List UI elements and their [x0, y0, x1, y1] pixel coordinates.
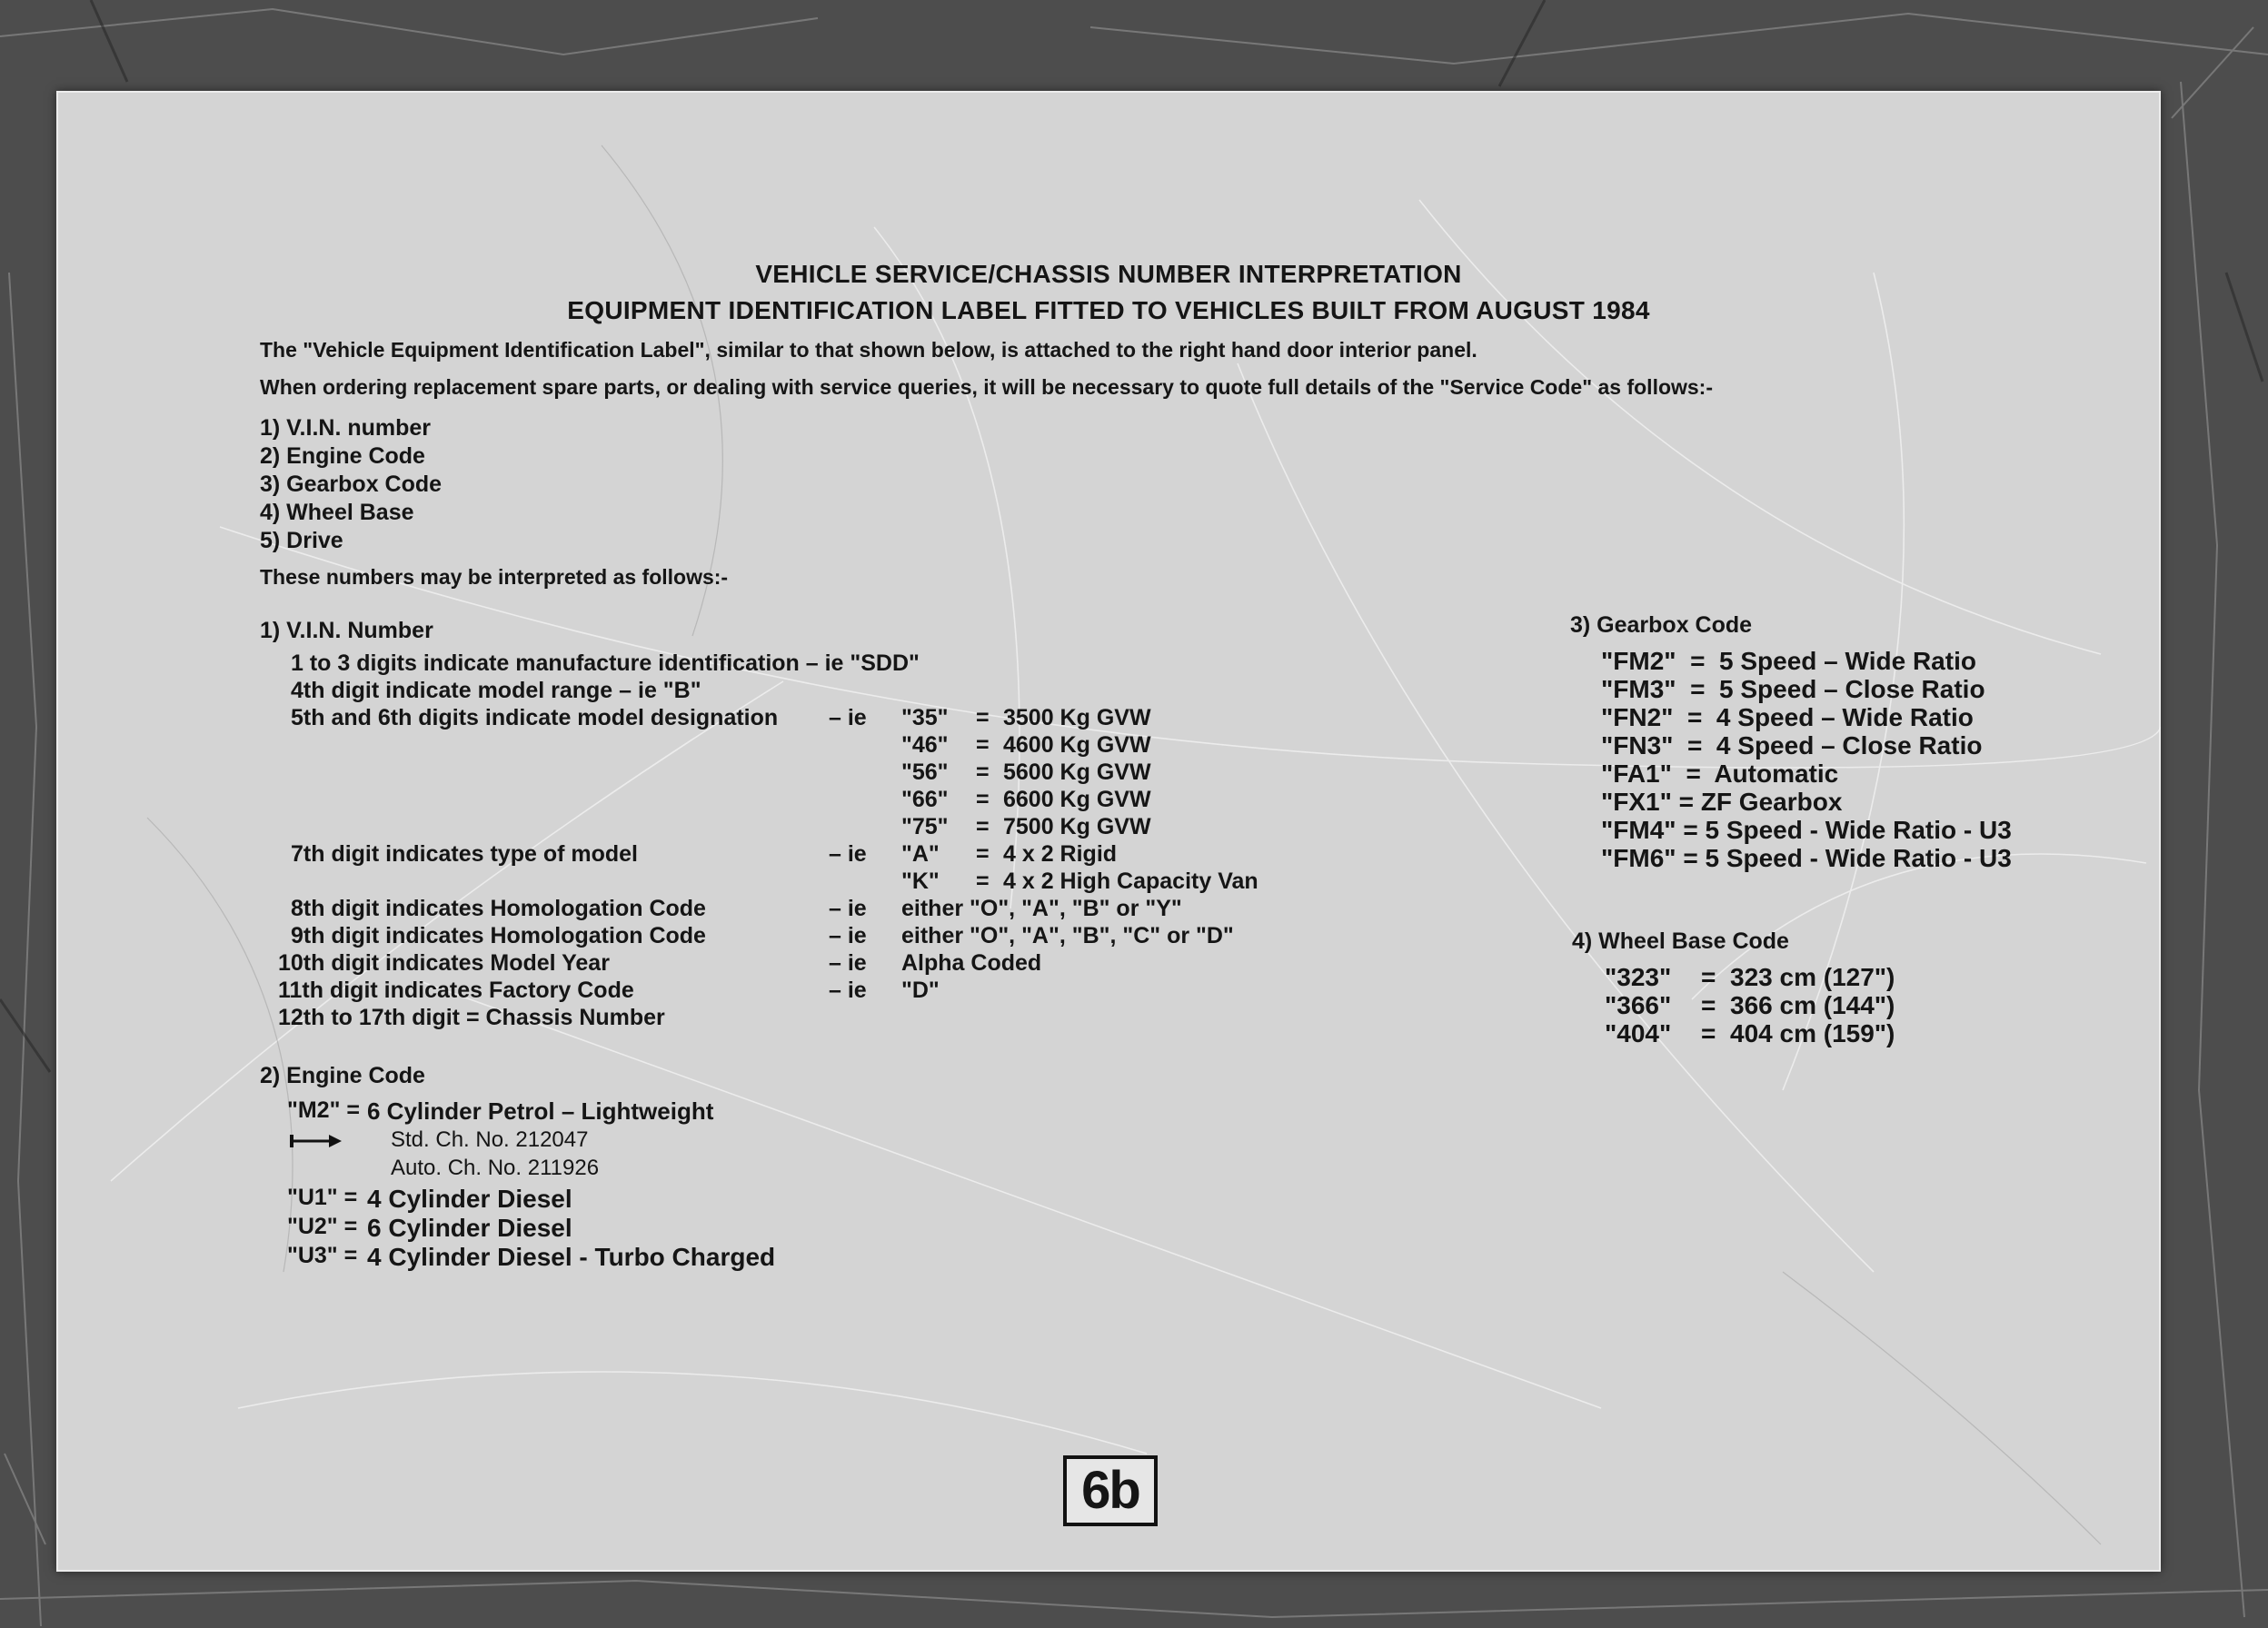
- list-item: "FM3" = 5 Speed – Close Ratio: [1601, 675, 1985, 703]
- vin-desc: 9th digit indicates Homologation Code: [291, 923, 706, 948]
- engine-desc: 6 Cylinder Petrol – Lightweight: [367, 1097, 714, 1125]
- table-row: [56, 814, 1419, 842]
- std-chassis-number: Std. Ch. No. 212047: [391, 1127, 589, 1152]
- vin-dash: – ie: [829, 705, 867, 730]
- wheelbase-value: 366 cm (144"): [1730, 991, 1895, 1019]
- list-item: "FM2" = 5 Speed – Wide Ratio: [1601, 647, 1976, 675]
- engine-row: [56, 1185, 965, 1213]
- page-number-badge: 6b: [1063, 1455, 1158, 1526]
- vin-eq: =: [976, 759, 990, 785]
- engine-code: "U2" =: [287, 1214, 358, 1239]
- engine-desc: 4 Cylinder Diesel - Turbo Charged: [367, 1243, 776, 1271]
- engine-code: "U3" =: [287, 1243, 358, 1268]
- service-label-card: [56, 91, 2161, 1572]
- table-row: [56, 787, 1419, 815]
- auto-chassis-number: Auto. Ch. No. 211926: [391, 1156, 600, 1180]
- list-item: 5) Drive: [260, 528, 343, 553]
- vin-value: 4 x 2 High Capacity Van: [1003, 869, 1258, 894]
- gearbox-heading: 3) Gearbox Code: [1570, 612, 1753, 638]
- arrow-right-icon: [289, 1132, 343, 1150]
- vin-eq: =: [976, 787, 990, 812]
- vin-dash: – ie: [829, 978, 867, 1003]
- table-row: [56, 923, 1419, 951]
- table-row: [56, 705, 1419, 733]
- vin-code: either "O", "A", "B" or "Y": [901, 896, 1182, 921]
- vin-dash: – ie: [829, 896, 867, 921]
- vin-code: "46": [901, 732, 949, 758]
- vin-desc: 7th digit indicates type of model: [291, 841, 638, 867]
- table-row: [56, 650, 1419, 679]
- vin-desc: 1 to 3 digits indicate manufacture identification – ie "SDD": [291, 650, 920, 676]
- table-row: [56, 678, 1419, 706]
- engine-heading: 2) Engine Code: [260, 1063, 425, 1088]
- vin-eq: =: [976, 841, 990, 867]
- list-item: 3) Gearbox Code: [260, 472, 443, 497]
- engine-row: [56, 1214, 965, 1242]
- vin-desc: 4th digit indicate model range – ie "B": [291, 678, 701, 703]
- vin-code: "35": [901, 705, 949, 730]
- wheelbase-eq: =: [1701, 991, 1716, 1019]
- vin-dash: – ie: [829, 950, 867, 976]
- vin-code: either "O", "A", "B", "C" or "D": [901, 923, 1234, 948]
- wheelbase-value: 404 cm (159"): [1730, 1019, 1895, 1047]
- vin-code: "K": [901, 869, 940, 894]
- wheelbase-code: "366": [1605, 991, 1672, 1019]
- list-item: 1) V.I.N. number: [260, 415, 432, 441]
- vin-code: Alpha Coded: [901, 950, 1042, 976]
- vin-code: "56": [901, 759, 949, 785]
- list-item: "FX1" = ZF Gearbox: [1601, 788, 1843, 816]
- table-row: [56, 732, 1419, 760]
- vin-desc: 12th to 17th digit = Chassis Number: [278, 1005, 665, 1030]
- wheelbase-eq: =: [1701, 963, 1716, 991]
- list-item: 4) Wheel Base: [260, 500, 414, 525]
- vin-code: "75": [901, 814, 949, 839]
- intro-paragraph-2: When ordering replacement spare parts, or dealing with service queries, it will be necessary to quote full details of the "Service Code" as follows:-: [260, 375, 1714, 399]
- list-item: "FM6" = 5 Speed - Wide Ratio - U3: [1601, 844, 2012, 872]
- table-row: [56, 991, 2161, 1019]
- engine-code: "M2" =: [287, 1097, 360, 1123]
- table-row: [56, 896, 1419, 924]
- vin-desc: 5th and 6th digits indicate model designation: [291, 705, 779, 730]
- wheelbase-eq: =: [1701, 1019, 1716, 1047]
- interpretation-intro: These numbers may be interpreted as follows:-: [260, 565, 729, 589]
- vin-eq: =: [976, 869, 990, 894]
- vin-value: 3500 Kg GVW: [1003, 705, 1151, 730]
- list-item: "FA1" = Automatic: [1601, 759, 1839, 788]
- list-item: "FN3" = 4 Speed – Close Ratio: [1601, 731, 1983, 759]
- table-row: [56, 841, 1419, 869]
- title-line-1: VEHICLE SERVICE/CHASSIS NUMBER INTERPRETATION: [755, 260, 1462, 288]
- engine-row: [56, 1243, 965, 1271]
- list-item: 2) Engine Code: [260, 443, 425, 469]
- vin-value: 7500 Kg GVW: [1003, 814, 1151, 839]
- table-row: [56, 963, 2161, 991]
- title-line-2: EQUIPMENT IDENTIFICATION LABEL FITTED TO VEHICLES BUILT FROM AUGUST 1984: [567, 296, 1650, 324]
- list-item: "FM4" = 5 Speed - Wide Ratio - U3: [1601, 816, 2012, 844]
- wheelbase-code: "323": [1605, 963, 1672, 991]
- wheelbase-heading: 4) Wheel Base Code: [1572, 928, 1789, 954]
- vin-desc: 11th digit indicates Factory Code: [278, 978, 634, 1003]
- vin-code: "D": [901, 978, 940, 1003]
- vin-value: 5600 Kg GVW: [1003, 759, 1151, 785]
- engine-desc: 6 Cylinder Diesel: [367, 1214, 572, 1242]
- vin-value: 4600 Kg GVW: [1003, 732, 1151, 758]
- vin-eq: =: [976, 705, 990, 730]
- vin-value: 4 x 2 Rigid: [1003, 841, 1118, 867]
- engine-code: "U1" =: [287, 1185, 358, 1210]
- engine-desc: 4 Cylinder Diesel: [367, 1185, 572, 1213]
- vin-heading: 1) V.I.N. Number: [260, 618, 433, 643]
- table-row: [56, 759, 1419, 788]
- list-item: "FN2" = 4 Speed – Wide Ratio: [1601, 703, 1974, 731]
- wheelbase-code: "404": [1605, 1019, 1672, 1047]
- vin-code: "A": [901, 841, 940, 867]
- table-row: [56, 869, 1419, 897]
- service-code-list: [260, 414, 442, 555]
- vin-eq: =: [976, 814, 990, 839]
- table-row: [56, 1019, 2161, 1047]
- vin-eq: =: [976, 732, 990, 758]
- wheelbase-value: 323 cm (127"): [1730, 963, 1895, 991]
- vin-code: "66": [901, 787, 949, 812]
- vin-dash: – ie: [829, 923, 867, 948]
- gearbox-list: [1601, 647, 2012, 872]
- vin-desc: 8th digit indicates Homologation Code: [291, 896, 706, 921]
- vin-value: 6600 Kg GVW: [1003, 787, 1151, 812]
- engine-row-m2: [56, 1097, 965, 1126]
- intro-paragraph-1: The "Vehicle Equipment Identification Label", similar to that shown below, is attached to the right hand door interior panel.: [260, 338, 1477, 362]
- vin-desc: 10th digit indicates Model Year: [278, 950, 610, 976]
- vin-dash: – ie: [829, 841, 867, 867]
